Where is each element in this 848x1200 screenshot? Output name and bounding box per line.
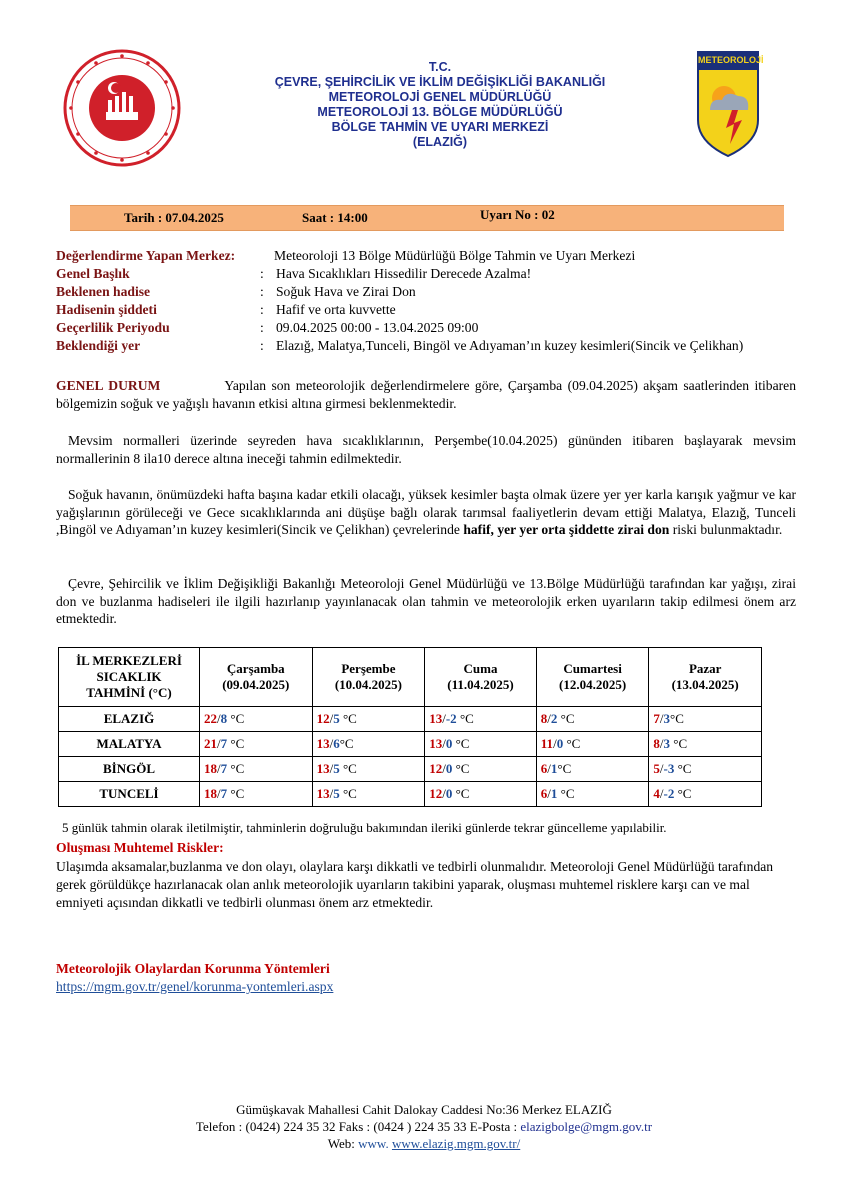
header-line: METEOROLOJİ 13. BÖLGE MÜDÜRLÜĞÜ	[317, 105, 563, 119]
min-temperature: 5	[333, 761, 340, 776]
day-name: Çarşamba	[226, 661, 285, 676]
city-name: BİNGÖL	[59, 757, 200, 782]
general-situation	[56, 377, 796, 412]
unit-label: °C	[227, 736, 245, 751]
meta-key: Genel Başlık	[56, 266, 130, 281]
day-date: (09.04.2025)	[222, 677, 290, 692]
footer-phone: Telefon : (0424) 224 35 32 Faks : (0424 ) 224 35 33 E-Posta :	[195, 1119, 518, 1134]
min-temperature: 2	[550, 711, 558, 726]
day-header	[536, 648, 649, 707]
meta-value: 09.04.2025 00:00 - 13.04.2025 09:00	[276, 320, 479, 335]
temperature-cell: 22/8 °C	[200, 707, 313, 732]
day-date: (10.04.2025)	[334, 677, 402, 692]
ministry-seal	[62, 48, 182, 168]
unit-label: °C	[452, 736, 470, 751]
unit-label: °C	[227, 761, 245, 776]
unit-label: °C	[339, 736, 354, 751]
footer-email-link[interactable]: elazigbolge@mgm.gov.tr	[520, 1119, 653, 1134]
day-name: Cumartesi	[563, 661, 622, 676]
meta-colon: :	[260, 338, 264, 353]
meta-value: Hafif ve orta kuvvette	[276, 302, 396, 317]
temperature-cell: 12/0 °C	[425, 757, 537, 782]
max-temperature: 12	[429, 786, 443, 801]
unit-label: °C	[339, 786, 357, 801]
temperature-cell: 13/5 °C	[312, 782, 425, 807]
day-date: (11.04.2025)	[447, 677, 514, 692]
meta-value: Hava Sıcaklıkları Hissedilir Derecede Azalma!	[276, 266, 532, 281]
paragraph	[56, 575, 796, 628]
table-row	[59, 707, 762, 732]
issue-date: Tarih : 07.04.2025	[124, 210, 224, 225]
paragraph	[56, 432, 796, 467]
paragraph-text: Mevsim normalleri üzerinde seyreden hava sıcaklıklarının, Perşembe(10.04.2025) gününden itibaren başlayarak mevsim normallerinin 8 ila10 derece altına ineceği tahmin edilmektedir.	[56, 433, 796, 466]
table-corner-header	[59, 648, 200, 707]
temperature-cell: 8/3 °C	[649, 732, 762, 757]
max-temperature: 5	[653, 761, 660, 776]
min-temperature: 3	[663, 736, 670, 751]
corner-line: SICAKLIK	[96, 669, 162, 684]
max-temperature: 18	[204, 786, 217, 801]
unit-label: °C	[670, 736, 688, 751]
protection-link[interactable]: https://mgm.gov.tr/genel/korunma-yontemleri.aspx	[56, 979, 334, 994]
min-temperature: 8	[220, 711, 228, 726]
temperature-cell: 6/1 °C	[536, 782, 649, 807]
temperature-cell: 7/3°C	[649, 707, 762, 732]
max-temperature: 13	[429, 711, 443, 726]
min-temperature: -2	[663, 786, 675, 801]
meta-key: Değerlendirme Yapan Merkez:	[56, 248, 236, 263]
corner-line: İL MERKEZLERİ	[76, 653, 182, 668]
unit-label: °C	[674, 786, 692, 801]
temperature-cell: 13/0 °C	[425, 732, 537, 757]
meta-colon: :	[260, 266, 264, 281]
min-temperature: 1	[550, 786, 558, 801]
unit-label: °C	[557, 786, 575, 801]
temperature-cell: 12/0 °C	[425, 782, 537, 807]
paragraph	[56, 486, 796, 539]
temperature-cell: 13/-2 °C	[425, 707, 537, 732]
temperature-cell: 12/5 °C	[312, 707, 425, 732]
risks-title: Oluşması Muhtemel Riskler:	[56, 840, 224, 855]
unit-label: °C	[456, 711, 474, 726]
paragraph-text: Yapılan son meteorolojik değerlendirmelere göre, Çarşamba (09.04.2025) akşam saatlerinden itibaren bölgemizin soğuk ve yağışlı havanın etkisi altına girmesi beklenmektedir.	[56, 378, 796, 411]
max-temperature: 8	[653, 736, 660, 751]
min-temperature: 5	[333, 786, 340, 801]
meta-colon: :	[260, 284, 264, 299]
unit-label: °C	[670, 711, 684, 726]
max-temperature: 6	[540, 786, 548, 801]
min-temperature: 7	[220, 761, 228, 776]
footer-web-link[interactable]: www.elazig.mgm.gov.tr/	[391, 1136, 521, 1151]
section-label: GENEL DURUM	[56, 378, 161, 393]
min-temperature: 6	[333, 736, 340, 751]
meta-key: Beklenen hadise	[56, 284, 151, 299]
temperature-cell: 6/1°C	[536, 757, 649, 782]
max-temperature: 13	[316, 761, 330, 776]
city-name: ELAZIĞ	[59, 707, 200, 732]
meta-value: Elazığ, Malatya,Tunceli, Bingöl ve Adıyaman’ın kuzey kesimleri(Sincik ve Çelikhan)	[276, 338, 744, 353]
header-line: T.C.	[428, 60, 452, 74]
emphasis-text: hafif, yer yer orta şiddette zirai don	[463, 522, 670, 537]
footer-contact	[0, 1118, 848, 1135]
min-temperature: -2	[445, 711, 457, 726]
min-temperature: 5	[333, 711, 340, 726]
min-temperature: 3	[663, 711, 670, 726]
min-temperature: 0	[556, 736, 564, 751]
day-header	[649, 648, 762, 707]
paragraph-text: Soğuk havanın, önümüzdeki hafta başına kadar etkili olacağı, yüksek kesimler başta olmak üzere yer yer karla karışık yağmur ve kar yağışlarının görüleceği ve Gece sıcaklıklarında ani düşüşe bağlı olarak tarımsal faaliyetlerin devam ettiği Malatya, Elazığ, Tunceli ,Bingöl ve Adıyaman’ın kuzey kesimleri(Sincik ve Çelikhan) çevrelerinde	[56, 487, 796, 537]
max-temperature: 11	[540, 736, 554, 751]
risks-text: Ulaşımda aksamalar,buzlanma ve don olayı, olaylara karşı dikkatli ve tedbirli olunmalıdır. Meteoroloji Genel Müdürlüğü tarafından gerek görüldükçe hazırlanacak olan anlık meteorolojik uyarıların takibini yaparak, oluşması muhtemel risklere karşı can ve mal emniyeti açısından dikkatli ve tedbirli olunması önem arz etmektedir.	[56, 859, 774, 910]
day-name: Cuma	[463, 661, 498, 676]
issue-time: Saat : 14:00	[302, 210, 368, 225]
temperature-cell: 5/-3 °C	[649, 757, 762, 782]
temperature-forecast-table	[58, 647, 762, 807]
update-note: 5 günlük tahmin olarak iletilmiştir, tahminlerin doğruluğu bakımından ileriki günlerde tekrar güncelleme yapılabilir.	[62, 820, 667, 835]
temperature-cell: 8/2 °C	[536, 707, 649, 732]
meta-key: Hadisenin şiddeti	[56, 302, 157, 317]
unit-label: °C	[557, 761, 572, 776]
day-date: (13.04.2025)	[671, 677, 739, 692]
header-line: BÖLGE TAHMİN VE UYARI MERKEZİ	[331, 120, 549, 134]
footer-web-prefix: www.	[358, 1136, 389, 1151]
max-temperature: 22	[204, 711, 217, 726]
unit-label: °C	[452, 786, 470, 801]
meta-key: Geçerlilik Periyodu	[56, 320, 170, 335]
max-temperature: 12	[429, 761, 443, 776]
header-line: ÇEVRE, ŞEHİRCİLİK VE İKLİM DEĞİŞİKLİĞİ BAKANLIĞI	[274, 75, 606, 89]
meta-colon: :	[260, 320, 264, 335]
meta-value: Meteoroloji 13 Bölge Müdürlüğü Bölge Tahmin ve Uyarı Merkezi	[274, 248, 636, 263]
temperature-cell: 18/7 °C	[200, 782, 313, 807]
paragraph-text: riski bulunmaktadır.	[672, 522, 783, 537]
unit-label: °C	[557, 711, 575, 726]
city-name: MALATYA	[59, 732, 200, 757]
temperature-cell: 18/7 °C	[200, 757, 313, 782]
unit-label: °C	[339, 711, 357, 726]
max-temperature: 4	[653, 786, 660, 801]
day-header	[200, 648, 313, 707]
unit-label: °C	[452, 761, 470, 776]
paragraph-text: Çevre, Şehircilik ve İklim Değişikliği Bakanlığı Meteoroloji Genel Müdürlüğü ve 13.Bölge Müdürlüğü tarafından kar yağışı, zirai don ve buzlanma hadiseleri ile ilgili hazırlanıp yayınlanacak olan tahmin ve meteorolojik erken uyarıların takip edilmesi önem arz etmektedir.	[56, 576, 796, 626]
max-temperature: 8	[540, 711, 548, 726]
logo-text: METEOROLOJİ	[698, 55, 764, 65]
day-header	[312, 648, 425, 707]
footer-address: Gümüşkavak Mahallesi Cahit Dalokay Caddesi No:36 Merkez ELAZIĞ	[236, 1102, 612, 1117]
temperature-cell: 13/5 °C	[312, 757, 425, 782]
max-temperature: 6	[540, 761, 548, 776]
unit-label: °C	[227, 711, 245, 726]
min-temperature: 7	[220, 786, 228, 801]
meta-key: Beklendiği yer	[56, 338, 141, 353]
warning-number: Uyarı No : 02	[480, 207, 555, 222]
max-temperature: 13	[316, 786, 330, 801]
header-line: (ELAZIĞ)	[412, 135, 468, 149]
min-temperature: 7	[220, 736, 228, 751]
unit-label: °C	[563, 736, 581, 751]
day-date: (12.04.2025)	[558, 677, 627, 692]
table-header-row	[59, 648, 762, 707]
unit-label: °C	[227, 786, 245, 801]
footer-web-label: Web:	[327, 1136, 355, 1151]
day-name: Perşembe	[341, 661, 396, 676]
document-header	[180, 60, 700, 150]
unit-label: °C	[674, 761, 692, 776]
day-name: Pazar	[688, 661, 722, 676]
temperature-cell: 4/-2 °C	[649, 782, 762, 807]
day-header	[425, 648, 537, 707]
temperature-cell: 11/0 °C	[536, 732, 649, 757]
min-temperature: -3	[663, 761, 675, 776]
unit-label: °C	[339, 761, 357, 776]
min-temperature: 0	[445, 786, 453, 801]
header-line: METEOROLOJİ GENEL MÜDÜRLÜĞÜ	[328, 90, 552, 104]
meta-colon: :	[260, 302, 264, 317]
temperature-cell: 21/7 °C	[200, 732, 313, 757]
max-temperature: 18	[204, 761, 217, 776]
max-temperature: 13	[429, 736, 443, 751]
max-temperature: 12	[316, 711, 330, 726]
footer-web	[0, 1135, 848, 1152]
info-bar	[70, 205, 784, 231]
city-name: TUNCELİ	[59, 782, 200, 807]
table-row	[59, 782, 762, 807]
meta-value: Soğuk Hava ve Zirai Don	[276, 284, 416, 299]
min-temperature: 1	[550, 761, 558, 776]
table-row	[59, 732, 762, 757]
paragraph	[56, 377, 796, 412]
min-temperature: 0	[445, 736, 453, 751]
max-temperature: 21	[204, 736, 217, 751]
temperature-cell: 13/6°C	[312, 732, 425, 757]
corner-line: TAHMİNİ (°C)	[86, 685, 172, 700]
meteoroloji-logo	[696, 50, 764, 158]
protection-title: Meteorolojik Olaylardan Korunma Yöntemleri	[56, 961, 330, 976]
max-temperature: 13	[316, 736, 330, 751]
max-temperature: 7	[653, 711, 660, 726]
table-body	[59, 707, 762, 807]
min-temperature: 0	[445, 761, 453, 776]
table-row	[59, 757, 762, 782]
